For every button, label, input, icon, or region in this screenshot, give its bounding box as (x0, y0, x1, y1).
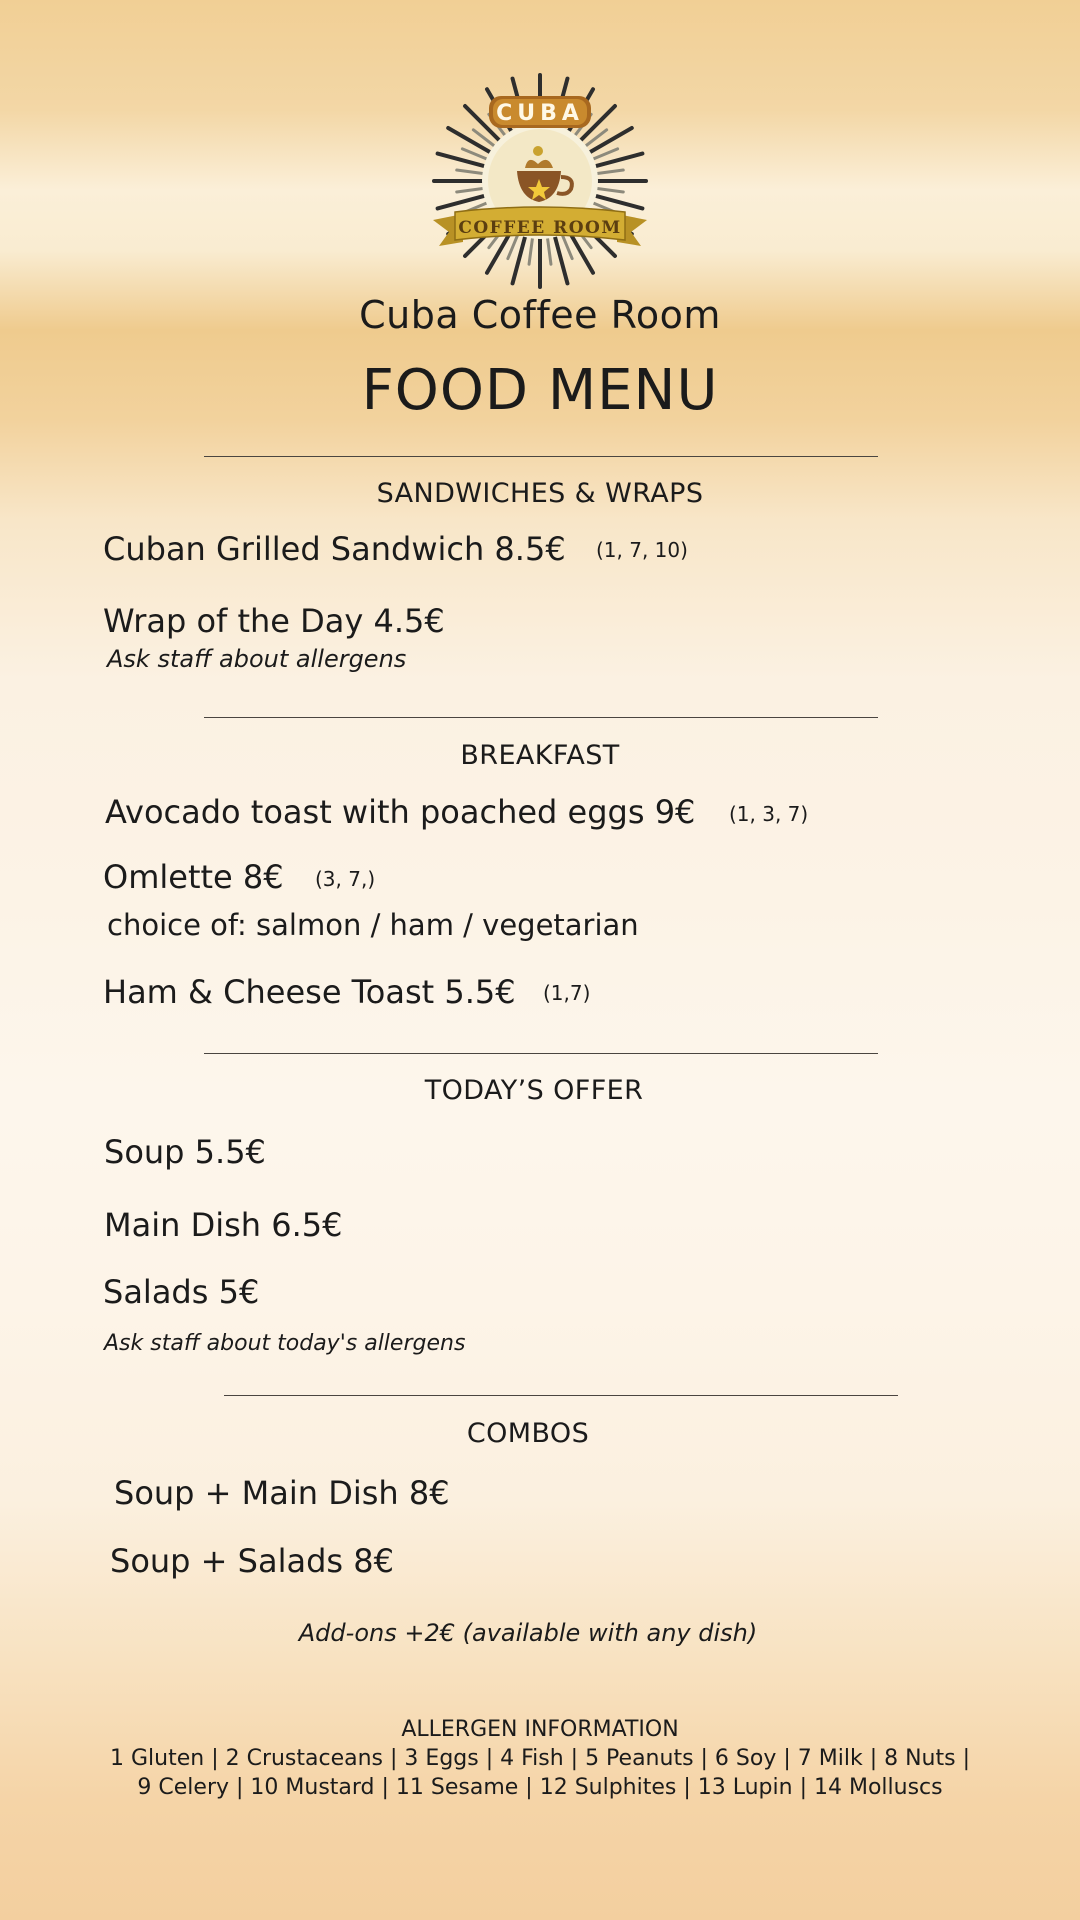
menu-item-name: Avocado toast with poached eggs 9€ (105, 793, 696, 831)
allergen-info-line: 9 Celery | 10 Mustard | 11 Sesame | 12 Sulphites | 13 Lupin | 14 Molluscs (137, 1775, 943, 1800)
allergen-info-line: 1 Gluten | 2 Crustaceans | 3 Eggs | 4 Fish | 5 Peanuts | 6 Soy | 7 Milk | 8 Nuts | (110, 1746, 970, 1771)
logo-ribbon-text: COFFEE ROOM (458, 218, 622, 238)
logo-ray (457, 170, 487, 174)
menu-item-name: Ham & Cheese Toast 5.5€ (103, 973, 516, 1011)
logo-ray (547, 235, 551, 265)
menu-item-allergens: (1,7) (543, 981, 591, 1005)
allergen-info-title: ALLERGEN INFORMATION (401, 1717, 679, 1742)
divider (204, 1053, 878, 1054)
menu-item-name: Wrap of the Day 4.5€ (103, 602, 445, 640)
logo-ray (594, 170, 624, 174)
menu-item-name: Soup + Main Dish 8€ (114, 1474, 450, 1512)
addons-note: Add-ons +2€ (available with any dish) (298, 1619, 758, 1647)
logo-ray (529, 235, 533, 265)
section-title-breakfast: BREAKFAST (460, 740, 620, 771)
divider (224, 1395, 898, 1396)
menu-item-note: Ask staff about allergens (107, 645, 407, 673)
page-title: FOOD MENU (361, 358, 719, 423)
menu-item-allergens: (1, 3, 7) (729, 802, 809, 826)
logo-ray (457, 188, 487, 192)
menu-item-name: Soup + Salads 8€ (110, 1542, 394, 1580)
logo (425, 68, 655, 290)
divider (204, 456, 878, 457)
menu-item-allergens: (3, 7,) (315, 867, 376, 891)
menu-item-name: Soup 5.5€ (104, 1133, 266, 1171)
menu-item-name: Omlette 8€ (103, 858, 284, 896)
section-title-sandwiches: SANDWICHES & WRAPS (376, 478, 704, 509)
menu-item-name: Salads 5€ (103, 1273, 260, 1311)
logo-top-text: CUBA (496, 101, 584, 126)
section-title-offer: TODAY’S OFFER (424, 1075, 644, 1106)
brand-name: Cuba Coffee Room (359, 293, 721, 337)
menu-item-allergens: (1, 7, 10) (596, 538, 688, 562)
divider (204, 717, 878, 718)
menu-item-note: choice of: salmon / ham / vegetarian (107, 908, 639, 942)
menu-item-name: Main Dish 6.5€ (104, 1206, 343, 1244)
section-note: Ask staff about today's allergens (104, 1331, 466, 1356)
logo-ray (594, 188, 624, 192)
logo-sunburst (425, 68, 655, 290)
section-title-combos: COMBOS (466, 1418, 590, 1449)
menu-item-name: Cuban Grilled Sandwich 8.5€ (103, 530, 566, 568)
